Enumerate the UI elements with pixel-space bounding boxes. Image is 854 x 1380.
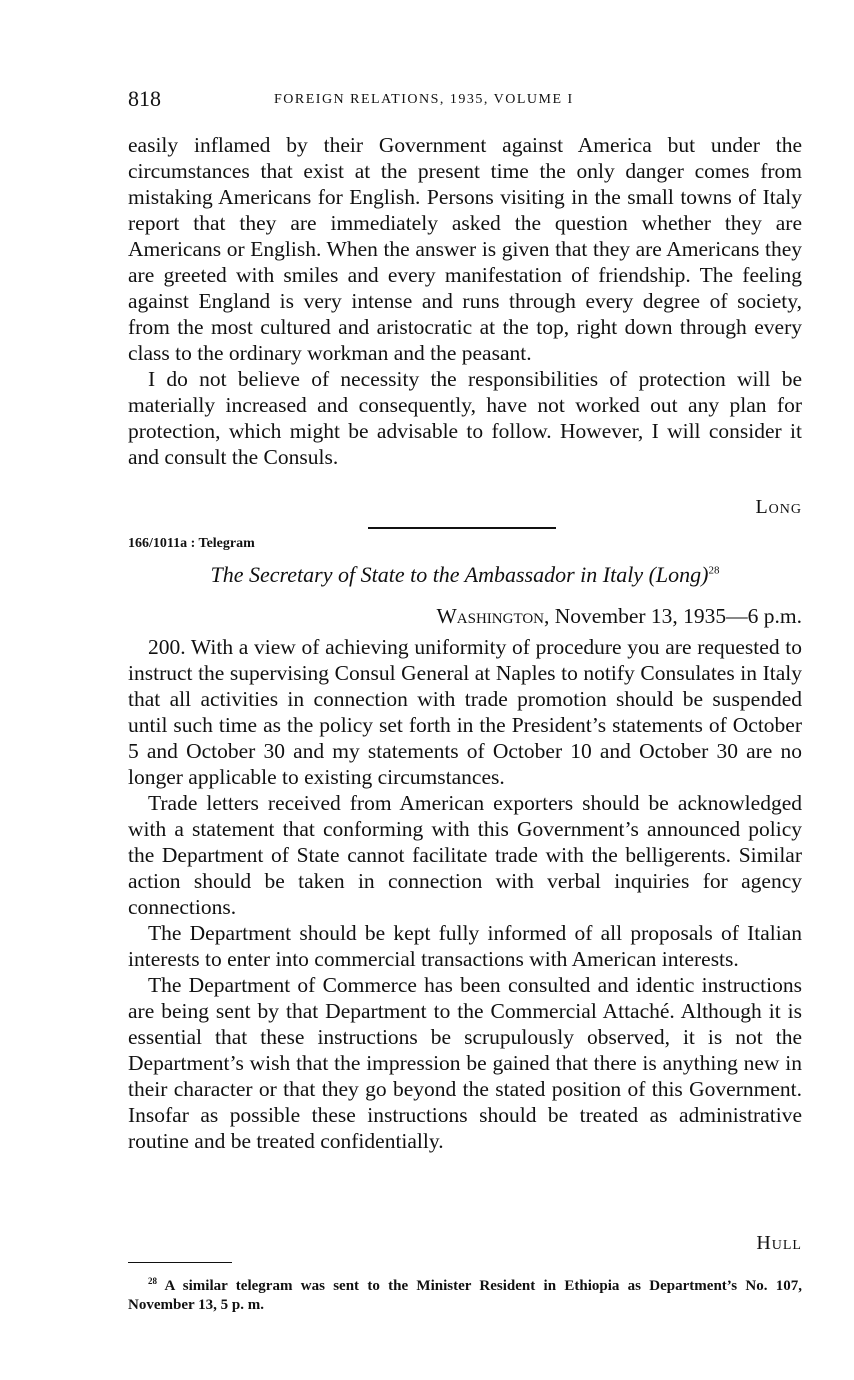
telegram-paragraph: The Department of Commerce has been consulted and identic instructions are being sent by that Department to the Commercial Attaché. Although it is essential that these instructions be scrupulously observed, it is not the Department’s wish that the impression be gained that there is anything new in their character or that they go beyond the stated position of this Government. Insofar as possible these instructions should be treated as administrative routine and be treated confidentially. [128, 973, 802, 1153]
dateline [437, 604, 803, 629]
letter-paragraph: easily inflamed by their Government against America but under the circumstances that exist at the present time the only danger comes from mistaking Americans for English. Persons visiting in the small towns of Italy report that they are immediately asked the question whether they are Americans or English. When the answer is given that they are Americans they are greeted with smiles and every manifestation of friendship. The feeling against England is very intense and runs through every degree of society, from the most cultured and aristocratic at the top, right down through every class to the ordinary workman and the peasant. [128, 133, 802, 365]
section-divider [368, 527, 556, 529]
dateline-date: , November 13, 1935—6 p.m. [544, 604, 802, 628]
file-reference: 166/1011a : Telegram [128, 536, 255, 551]
page-header [128, 86, 668, 116]
running-head: FOREIGN RELATIONS, 1935, VOLUME I [274, 92, 574, 107]
telegram-paragraph: The Department should be kept fully informed of all proposals of Italian interests to enter into commercial transactions with American interests. [128, 921, 802, 971]
page-number: 818 [128, 86, 161, 111]
document-title [128, 562, 802, 588]
dateline-place: Washington [436, 604, 545, 628]
telegram-body [128, 634, 802, 1154]
document-title-text: The Secretary of State to the Ambassador in Italy (Long) [210, 562, 709, 587]
footnote-divider [128, 1262, 232, 1263]
footnote-ref: 28 [708, 564, 720, 577]
telegram-paragraph: Trade letters received from American exporters should be acknowledged with a statement that conforming with this Government’s announced policy the Department of State cannot facilitate trade with the belligerents. Similar action should be taken in connection with verbal inquiries for agency connections. [128, 791, 802, 919]
footnote [128, 1272, 802, 1315]
signature-long: Long [755, 496, 802, 518]
telegram-paragraph: 200. With a view of achieving uniformity of procedure you are requested to instruct the supervising Consul General at Naples to notify Consulates in Italy that all activities in connection with trade promotion should be suspended until such time as the policy set forth in the President’s statements of October 5 and October 30 and my statements of October 10 and October 30 are no longer applicable to existing circumstances. [128, 635, 802, 789]
letter-body [128, 132, 802, 470]
footnote-text: A similar telegram was sent to the Minister Resident in Ethiopia as Department’s No. 107, November 13, 5 p. m. [128, 1278, 802, 1313]
letter-paragraph: I do not believe of necessity the responsibilities of protection will be materially increased and consequently, have not worked out any plan for protection, which might be advisable to follow. However, I will consider it and consult the Consuls. [128, 367, 802, 469]
footnote-number: 28 [148, 1276, 157, 1286]
signature-hull: Hull [756, 1232, 802, 1254]
